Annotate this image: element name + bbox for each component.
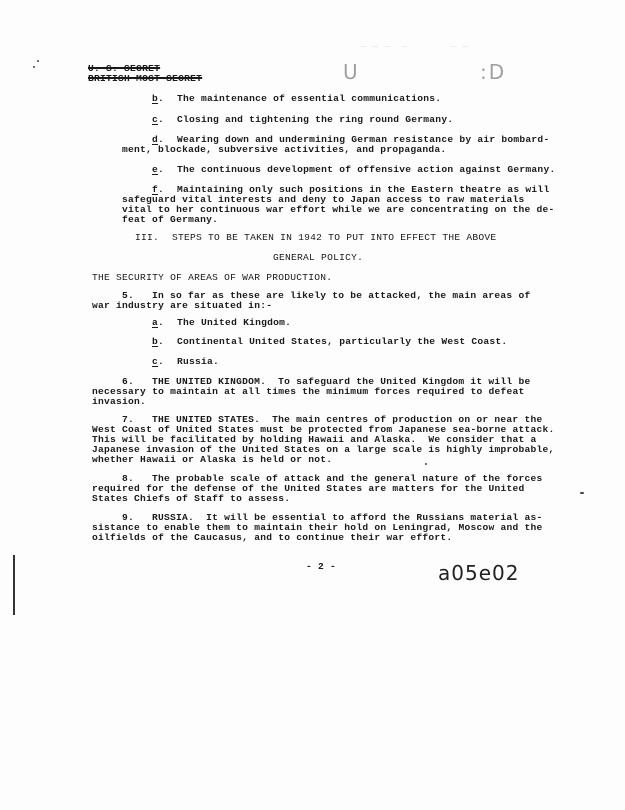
stamp-top-fragment: ‾ ‾ ‾ ‾ ‾ ‾	[360, 46, 469, 57]
scan-speck	[33, 66, 35, 68]
item-f-letter: f	[152, 184, 159, 195]
item-c-letter: c	[152, 114, 159, 125]
item-f-line-2: safeguard vital interests and deny to Japan access to raw materials	[122, 194, 525, 205]
para-8-line-1: The probable scale of attack and the general nature of the forces	[152, 473, 543, 484]
item-b-text: The maintenance of essential communications.	[177, 93, 442, 104]
para-7-line-1: THE UNITED STATES. The main centres of production on or near the	[152, 414, 543, 425]
classification-us-secret: U. S. SECRET	[88, 63, 161, 74]
section-numeral: III.	[135, 232, 160, 243]
para-9-line-3: oilfields of the Caucasus, and to continue their war effort.	[92, 532, 453, 543]
scan-speck	[425, 463, 427, 465]
para-6-line-3: invasion.	[92, 396, 147, 407]
para-9-line-1: RUSSIA. It will be essential to afford the Russians material as-	[152, 512, 543, 523]
para-7-number: 7.	[122, 414, 135, 425]
unclassified-stamp-right: :D	[480, 60, 507, 84]
page-number: - 2 -	[306, 561, 337, 572]
para-6-line-2: necessary to maintain at all times the minimum forces required to defeat	[92, 386, 525, 397]
para-6-number: 6.	[122, 376, 135, 387]
classification-british-most-secret: BRITISH MOST SECRET	[88, 73, 203, 84]
para-5-item-a-text: The United Kingdom.	[177, 317, 292, 328]
para-5-item-b-letter: b	[152, 336, 159, 347]
handwritten-document-code: a05e02	[438, 561, 520, 585]
item-d-letter: d	[152, 134, 159, 145]
para-8-line-2: required for the defense of the United States are matters for the United	[92, 483, 525, 494]
para-7-line-4: Japanese invasion of the United States on a large scale is highly improbable,	[92, 444, 555, 455]
item-b-letter: b	[152, 93, 159, 104]
item-f-line-3: vital to her continuous war effort while we are concentrating on the de-	[122, 204, 555, 215]
para-5-item-c-letter: c	[152, 356, 159, 367]
para-5-line-1: In so far as these are likely to be attacked, the main areas of	[152, 290, 531, 301]
para-5-item-c-text: Russia.	[177, 356, 220, 367]
unclassified-stamp-left: U	[343, 60, 360, 84]
para-5-item-a-letter: a	[152, 317, 159, 328]
para-5-line-2: war industry are situated in:-	[92, 300, 273, 311]
para-9-line-2: sistance to enable them to maintain their hold on Leningrad, Moscow and the	[92, 522, 543, 533]
item-f-line-1: Maintaining only such positions in the Eastern theatre as will	[177, 184, 550, 195]
para-7-line-2: West Coast of United States must be protected from Japanese sea-borne attack.	[92, 424, 555, 435]
para-5-item-b-text: Continental United States, particularly the West Coast.	[177, 336, 508, 347]
item-d-line-2: ment, blockade, subversive activities, and propaganda.	[122, 144, 447, 155]
subheading-security: THE SECURITY OF AREAS OF WAR PRODUCTION.	[92, 272, 333, 283]
para-7-line-3: This will be facilitated by holding Hawaii and Alaska. We consider that a	[92, 434, 537, 445]
item-c-text: Closing and tightening the ring round Germany.	[177, 114, 454, 125]
section-title-line-1: STEPS TO BE TAKEN IN 1942 TO PUT INTO EFFECT THE ABOVE	[172, 232, 497, 243]
para-5-number: 5.	[122, 290, 135, 301]
item-d-line-1: Wearing down and undermining German resistance by air bombard-	[177, 134, 550, 145]
document-page: U. S. SECRET BRITISH MOST SECRET ‾ ‾ ‾ ‾ ‾ ‾ U :D b . The maintenance of essential communications. c . Closing and tightening the ring round Germany. d . Wearing down and undermining German resistance by air bombard- ment, blockade, subversive activities, and propaganda. e . The continuous development of offensive action against Germany. f . Maintaining only such positions in the Eastern theatre as will safeguard vital interests and deny to Japan access to raw materials vital to her continuous war effort while we are concentrating on the de- feat of Germany. III. STEPS TO BE TAKEN IN 1942 TO PUT INTO EFFECT THE ABOVE GENERAL POLICY. THE SECURITY OF AREAS OF WAR PRODUCTION. 5. In so far as these are likely to be attacked, the main areas of war industry are situated in:- a . The United Kingdom. b . Continental United States, particularly the West Coast. c . Russia. 6. THE UNITED KINGDOM. To safeguard the United Kingdom it will be necessary to maintain at all times the minimum forces required to defeat invasion. 7. THE UNITED STATES. The main centres of production on or near the West Coast of United States must be protected from Japanese sea-borne attack. This will be facilitated by holding Hawaii and Alaska. We consider that a Japanese invasion of the United States on a large scale is highly improbable, whether Hawaii or Alaska is held or not. 8. The probable scale of attack and the general nature of the forces required for the defense of the United States are matters for the United States Chiefs of Staff to assess. 9. RUSSIA. It will be essential to afford the Russians material as- sistance to enable them to maintain their hold on Leningrad, Moscow and the oilfields of the Caucasus, and to continue their war effort. - 2 - a05e02	[0, 0, 625, 810]
item-e-letter: e	[152, 164, 159, 175]
para-6-line-1: THE UNITED KINGDOM. To safeguard the United Kingdom it will be	[152, 376, 531, 387]
item-e-text: The continuous development of offensive action against Germany.	[177, 164, 556, 175]
section-title-line-2: GENERAL POLICY.	[273, 252, 364, 263]
item-f-line-4: feat of Germany.	[122, 214, 219, 225]
para-9-number: 9.	[122, 512, 135, 523]
para-8-line-3: States Chiefs of Staff to assess.	[92, 493, 291, 504]
scan-speck	[37, 60, 39, 62]
scan-speck	[580, 492, 584, 494]
left-margin-scan-mark	[13, 555, 15, 615]
para-7-line-5: whether Hawaii or Alaska is held or not.	[92, 454, 333, 465]
para-8-number: 8.	[122, 473, 135, 484]
